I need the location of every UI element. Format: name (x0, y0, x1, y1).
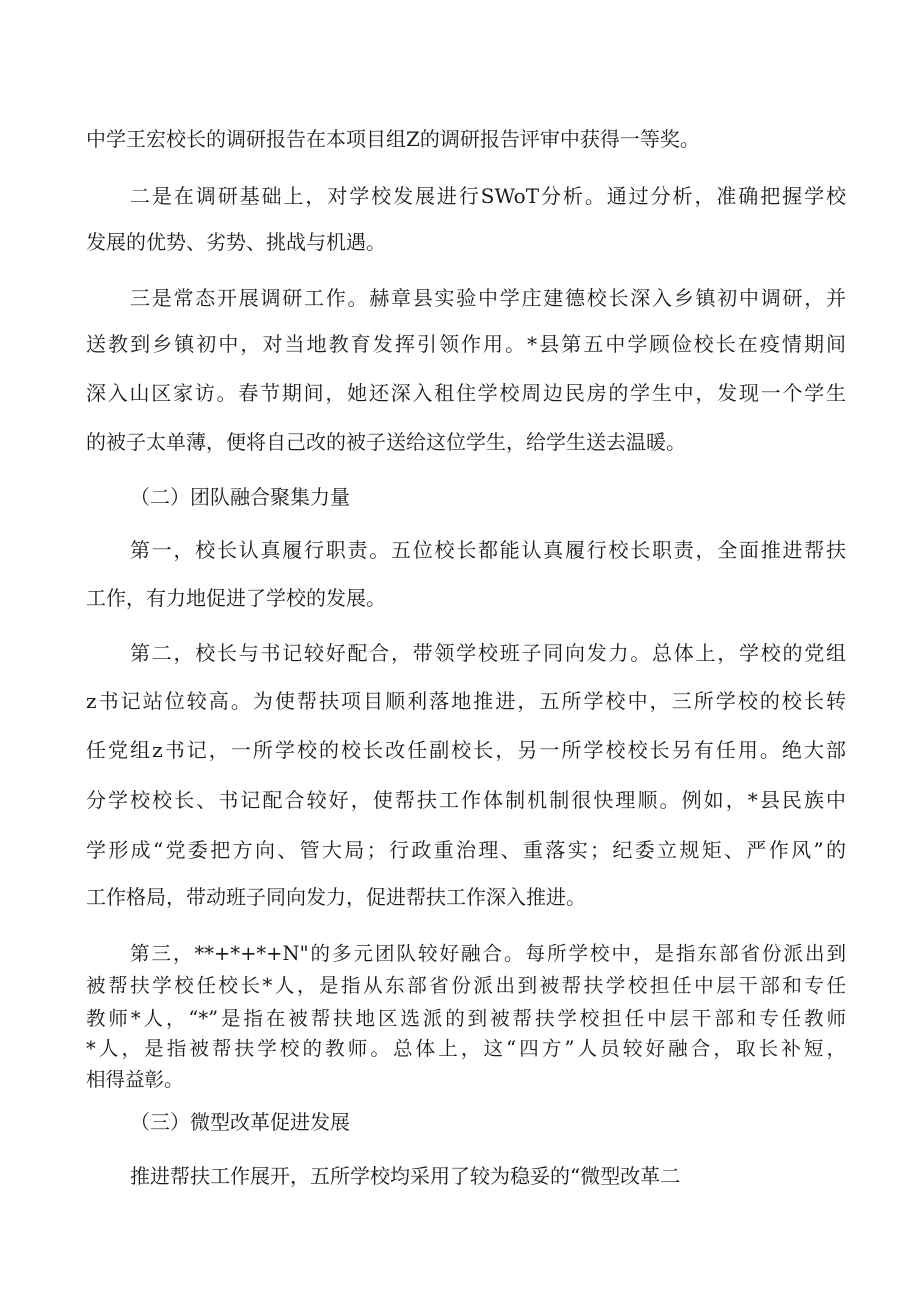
paragraph-line: 第二，校长与书记较好配合，带领学校班子同向发力。总体上，学校的党组 (130, 641, 846, 665)
paragraph-line: z书记站位较高。为使帮扶项目顺利落地推进，五所学校中，三所学校的校长转 (86, 689, 846, 713)
paragraph-line: 第三，**+*+*+N"的多元团队较好融合。每所学校中，是指东部省份派出到 (130, 942, 846, 965)
paragraph-line: 三是常态开展调研工作。赫章县实验中学庄建德校长深入乡镇初中调研，并 (130, 286, 846, 310)
paragraph-line: 教师*人，“*”是指在被帮扶地区选派的到被帮扶学校担任中层干部和专任教师 (86, 1007, 846, 1030)
paragraph-line: 深入山区家访。春节期间，她还深入租住学校周边民房的学生中，发现一个学生 (86, 381, 846, 405)
paragraph-line: 工作格局，带动班子同向发力，促进帮扶工作深入推进。 (86, 885, 586, 909)
paragraph-line: 的被子太单薄，便将自己改的被子送给这位学生，给学生送去温暖。 (86, 430, 686, 454)
paragraph-line: 中学王宏校长的调研报告在本项目组Z的调研报告评审中获得一等奖。 (86, 127, 700, 151)
paragraph-line: 学形成“党委把方向、管大局；行政重治理、重落实；纪委立规矩、严作风”的 (86, 838, 846, 862)
paragraph-line: 分学校校长、书记配合较好，使帮扶工作体制机制很快理顺。例如，*县民族中 (86, 788, 846, 812)
section-heading: （三）微型改革促进发展 (130, 1110, 350, 1134)
section-heading: （二）团队融合聚集力量 (130, 485, 350, 509)
paragraph-line: 被帮扶学校任校长*人，是指从东部省份派出到被帮扶学校担任中层干部和专任 (86, 974, 846, 997)
paragraph-line: 二是在调研基础上，对学校发展进行SWoT分析。通过分析，准确把握学校 (130, 184, 846, 208)
paragraph-line: 任党组z书记，一所学校的校长改任副校长，另一所学校校长另有任用。绝大部 (86, 738, 846, 762)
paragraph-line: 发展的优势、劣势、挑战与机遇。 (86, 230, 386, 254)
paragraph-line: 送教到乡镇初中，对当地教育发挥引领作用。*县第五中学顾俭校长在疫情期间 (86, 332, 846, 356)
paragraph-line: 第一，校长认真履行职责。五位校长都能认真履行校长职责，全面推进帮扶 (130, 538, 846, 562)
paragraph-line: 工作，有力地促进了学校的发展。 (86, 586, 386, 610)
paragraph-line: *人，是指被帮扶学校的教师。总体上，这“四方”人员较好融合，取长补短， (86, 1037, 846, 1060)
paragraph-line: 推进帮扶工作展开，五所学校均采用了较为稳妥的“微型改革二 (130, 1164, 681, 1188)
paragraph-line: 相得益彰。 (86, 1068, 184, 1091)
